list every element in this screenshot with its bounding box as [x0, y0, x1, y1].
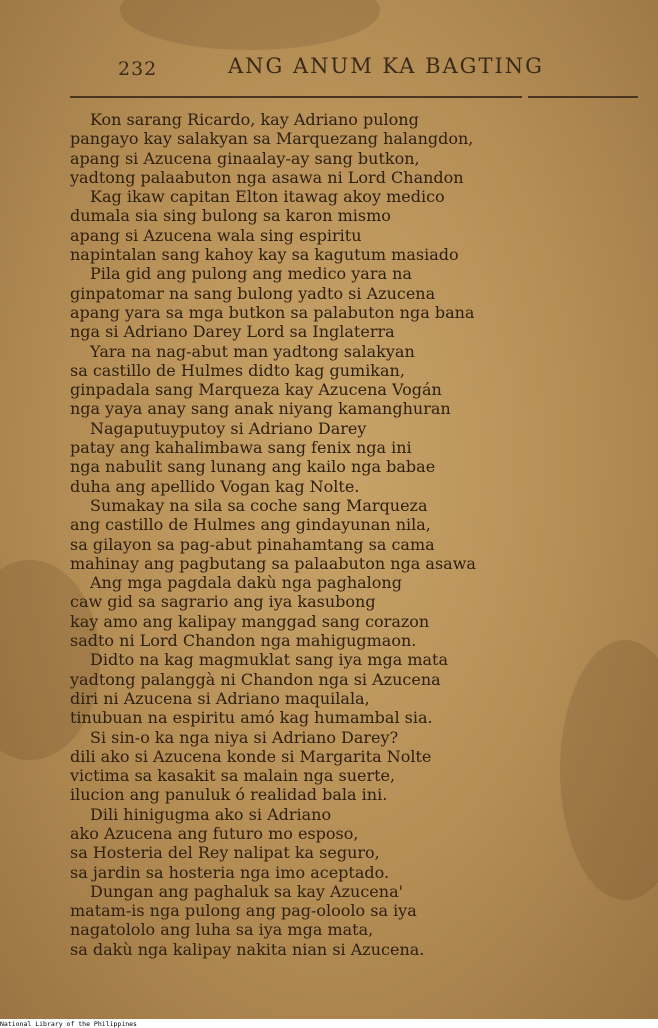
verse-line: ginpatomar na sang bulong yadto si Azucena — [70, 283, 436, 303]
verse-line: caw gid sa sagrario ang iya kasubong — [70, 592, 376, 612]
verse-line: matam-is nga pulong ang pag-oloolo sa iya — [70, 901, 417, 921]
verse-line: ang castillo de Hulmes ang gindayunan nila, — [70, 515, 431, 535]
verse-line: victima sa kasakit sa malain nga suerte, — [70, 766, 396, 786]
verse-line: dili ako si Azucena konde si Margarita Nolte — [70, 746, 432, 766]
verse-line: kay amo ang kalipay manggad sang corazon — [70, 611, 430, 631]
stanza — [70, 187, 650, 264]
verse-line: yadtong palaabuton nga asawa ni Lord Chandon — [70, 167, 464, 187]
verse-line: duha ang apellido Vogan kag Nolte. — [70, 476, 360, 496]
verse-line: sadto ni Lord Chandon nga mahigugmaon. — [70, 631, 417, 651]
stanza — [70, 805, 650, 882]
library-credit: National Library of the Philippines — [0, 1020, 137, 1028]
stanza — [70, 419, 650, 496]
verse-line: Si sin-o ka nga niya si Adriano Darey? — [90, 727, 399, 747]
verse-line: Didto na kag magmuklat sang iya mga mata — [90, 650, 449, 670]
verse-line: Kag ikaw capitan Elton itawag akoy medico — [90, 187, 445, 207]
stanza — [70, 342, 650, 419]
verse-line: yadtong palanggà ni Chandon nga si Azucena — [70, 669, 441, 689]
running-title: ANG ANUM KA BAGTING — [228, 54, 544, 78]
verse-line: nga yaya anay sang anak niyang kamanghuran — [70, 399, 451, 419]
page-number: 232 — [118, 58, 158, 80]
verse-line: Ang mga pagdala dakù nga paghalong — [90, 573, 402, 593]
verse-line: apang si Azucena wala sing espiritu — [70, 225, 362, 245]
verse-line: apang si Azucena ginaalay-ay sang butkon, — [70, 148, 420, 168]
stanza — [70, 264, 650, 341]
verse-line: nagatololo ang luha sa iya mga mata, — [70, 920, 374, 940]
verse-line: Sumakay na sila sa coche sang Marqueza — [90, 495, 428, 515]
verse-line: diri ni Azucena si Adriano maquilala, — [70, 688, 370, 708]
paper-stain — [120, 0, 380, 50]
verse-line: Kon sarang Ricardo, kay Adriano pulong — [90, 110, 419, 129]
verse-line: pangayo kay salakyan sa Marquezang halangdon, — [70, 129, 474, 149]
verse-line: Dungan ang paghaluk sa kay Azucena' — [90, 881, 404, 901]
verse-line: tinubuan na espiritu amó kag humambal sia. — [70, 708, 433, 728]
stanza — [70, 728, 650, 805]
verse-line: apang yara sa mga butkon sa palabuton nga bana — [70, 302, 475, 322]
verse-line: sa dakù nga kalipay nakita nian si Azucena. — [70, 939, 425, 959]
verse-line: Pila gid ang pulong ang medico yara na — [90, 264, 412, 284]
verse-line: sa Hosteria del Rey nalipat ka seguro, — [70, 843, 380, 863]
verse-line: patay ang kahalimbawa sang fenix nga ini — [70, 438, 412, 458]
header-rule — [70, 96, 522, 98]
stanza — [70, 496, 650, 573]
verse-line: nga si Adriano Darey Lord sa Inglaterra — [70, 322, 395, 342]
verse-line: sa castillo de Hulmes didto kag gumikan, — [70, 360, 405, 380]
verse-line: nga nabulit sang lunang ang kailo nga babae — [70, 457, 436, 477]
verse-line: sa jardin sa hosteria nga imo aceptado. — [70, 862, 390, 882]
verse-line: napintalan sang kahoy kay sa kagutum masiado — [70, 245, 459, 265]
verse-line: Dili hinigugma ako si Adriano — [90, 804, 332, 824]
page-header — [0, 52, 658, 88]
verse-line: ginpadala sang Marqueza kay Azucena Vogán — [70, 380, 442, 400]
poem-body — [70, 110, 650, 959]
stanza — [70, 650, 650, 727]
verse-line: Nagaputuyputoy si Adriano Darey — [90, 418, 367, 438]
verse-line: sa gilayon sa pag-abut pinahamtang sa cama — [70, 534, 435, 554]
verse-line: mahinay ang pagbutang sa palaabuton nga asawa — [70, 553, 476, 573]
header-rule — [528, 96, 638, 98]
stanza — [70, 110, 650, 187]
stanza — [70, 573, 650, 650]
verse-line: Yara na nag-abut man yadtong salakyan — [90, 341, 415, 361]
stanza — [70, 882, 650, 959]
verse-line: ako Azucena ang futuro mo esposo, — [70, 823, 359, 843]
verse-line: ilucion ang panuluk ó realidad bala ini. — [70, 785, 388, 805]
verse-line: dumala sia sing bulong sa karon mismo — [70, 206, 391, 226]
